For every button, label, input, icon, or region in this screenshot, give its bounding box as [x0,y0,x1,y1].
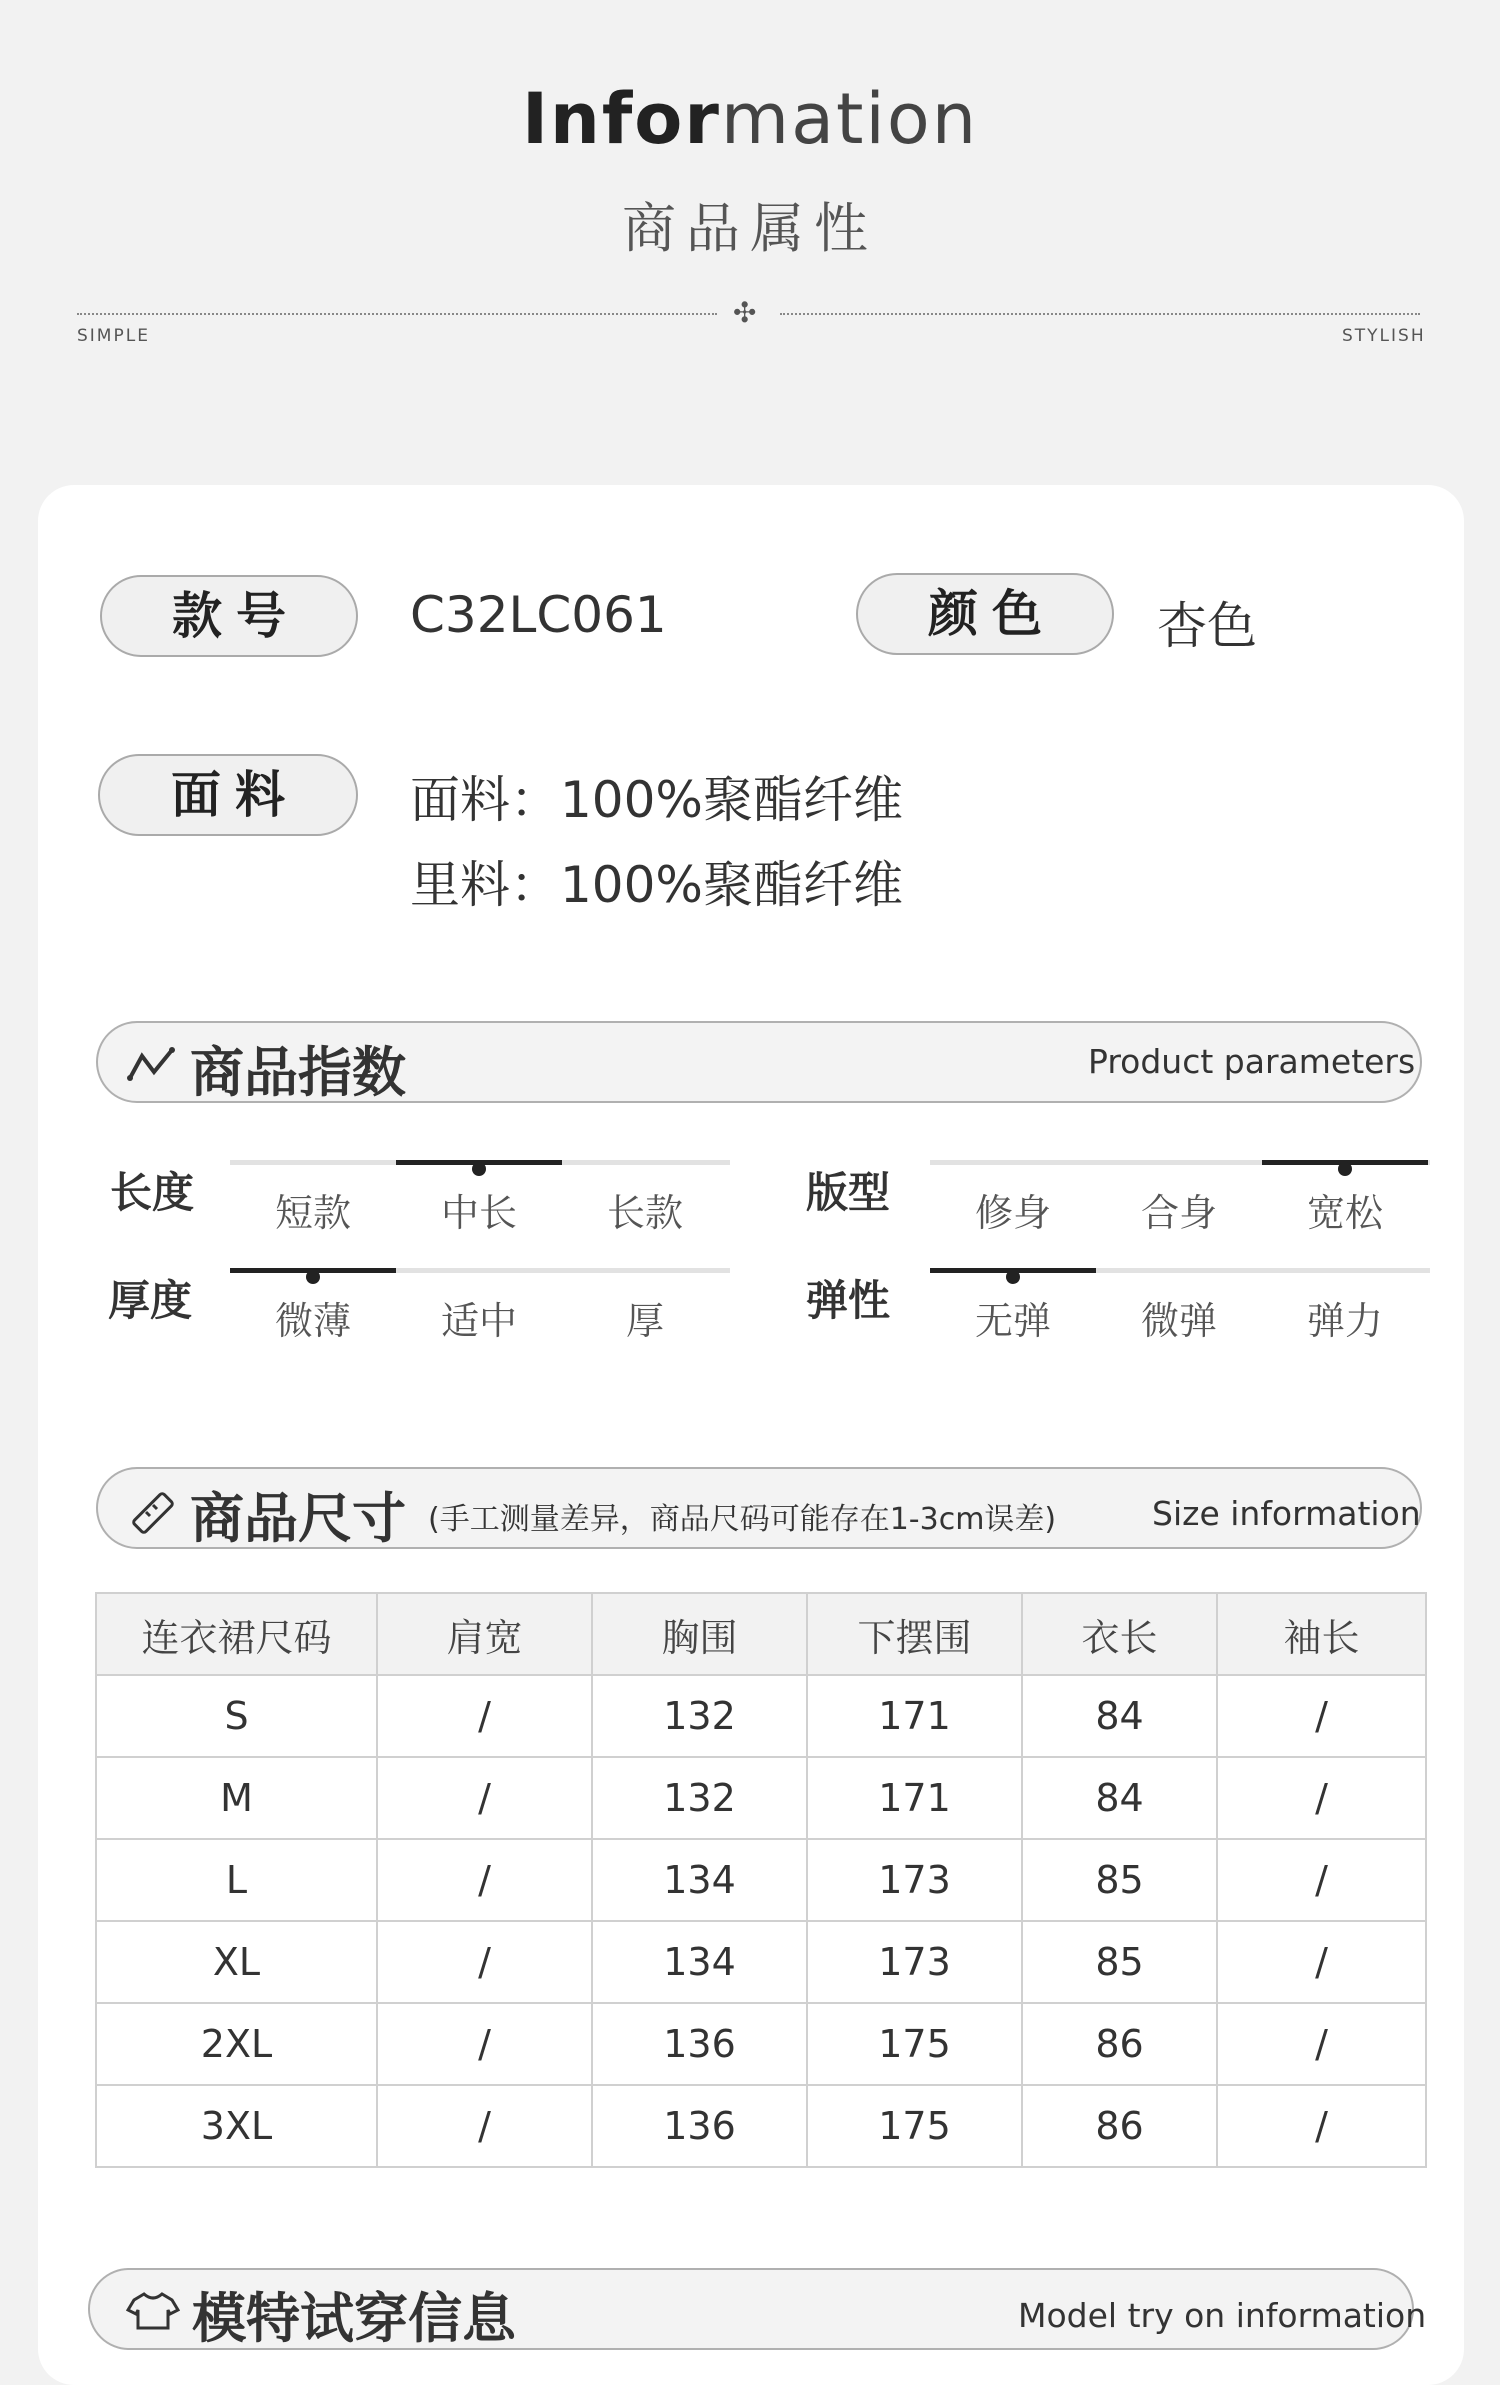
table-cell: 84 [1022,1675,1217,1757]
table-cell: / [377,2003,592,2085]
param-option: 厚 [625,1299,664,1343]
page-title-en [0,78,1500,160]
table-row [96,1839,1426,1921]
tag-simple: SIMPLE [77,326,150,346]
table-cell: / [1217,1757,1426,1839]
param-indicator-dot [1338,1162,1352,1176]
table-row [96,2085,1426,2167]
table-cell: 85 [1022,1839,1217,1921]
param-option: 适中 [440,1299,517,1343]
param-option: 宽松 [1306,1191,1383,1235]
fabric-label: 面料 [98,754,358,836]
param-label: 弹性 [806,1276,891,1325]
param-option: 弹力 [1306,1299,1383,1343]
style-no-label: 款号 [100,575,358,657]
param-option: 中长 [440,1191,517,1235]
table-cell: / [1217,2003,1426,2085]
table-cell: 175 [807,2003,1022,2085]
table-header-row [96,1593,1426,1675]
table-cell: 136 [592,2085,807,2167]
title-light: mation [720,78,979,160]
table-header-cell: 胸围 [592,1593,807,1675]
table-cell: 134 [592,1921,807,2003]
ruler-icon [128,1488,178,1538]
table-header-cell: 连衣裙尺码 [96,1593,377,1675]
param-option: 微薄 [274,1299,351,1343]
decoration-icon: ✣ [733,296,757,329]
table-cell: XL [96,1921,377,2003]
param-option: 合身 [1140,1191,1217,1235]
table-row [96,1675,1426,1757]
table-cell: 173 [807,1921,1022,2003]
table-cell: M [96,1757,377,1839]
table-header-cell: 袖长 [1217,1593,1426,1675]
params-title-en: Product parameters [1088,1042,1416,1081]
table-cell: 84 [1022,1757,1217,1839]
table-cell: S [96,1675,377,1757]
table-header-cell: 下摆围 [807,1593,1022,1675]
table-cell: 136 [592,2003,807,2085]
table-row [96,2003,1426,2085]
param-option: 无弹 [974,1299,1051,1343]
trend-line-icon [127,1046,177,1082]
table-cell: L [96,1839,377,1921]
page-title-cn: 商品属性 [622,197,878,260]
table-cell: / [1217,1839,1426,1921]
fabric-lining: 里料：100%聚酯纤维 [410,856,903,914]
param-indicator-dot [472,1162,486,1176]
model-title-en: Model try on information [1018,2296,1427,2335]
divider-right [780,313,1420,315]
table-cell: 3XL [96,2085,377,2167]
table-cell: / [377,1675,592,1757]
table-row [96,1757,1426,1839]
size-title: 商品尺寸 [190,1487,406,1550]
table-row [96,1921,1426,2003]
color-value: 杏色 [1157,597,1257,655]
param-indicator-dot [306,1270,320,1284]
table-cell: 175 [807,2085,1022,2167]
model-title: 模特试穿信息 [192,2287,516,2350]
table-cell: 86 [1022,2085,1217,2167]
shirt-icon [126,2290,180,2330]
size-note: (手工测量差异，商品尺码可能存在1-3cm误差) [428,1502,1057,1537]
table-cell: 132 [592,1757,807,1839]
table-cell: 132 [592,1675,807,1757]
table-cell: / [1217,1921,1426,2003]
table-cell: 2XL [96,2003,377,2085]
table-header-cell: 衣长 [1022,1593,1217,1675]
table-cell: 173 [807,1839,1022,1921]
fabric-outer: 面料：100%聚酯纤维 [410,771,903,829]
table-cell: 171 [807,1757,1022,1839]
table-cell: 85 [1022,1921,1217,2003]
param-label: 厚度 [108,1276,193,1325]
size-title-en: Size information [1152,1494,1421,1533]
param-label: 版型 [806,1168,891,1217]
color-label: 颜色 [856,573,1114,655]
param-option: 修身 [974,1191,1051,1235]
table-cell: / [1217,2085,1426,2167]
table-cell: / [377,1757,592,1839]
param-option: 长款 [606,1191,683,1235]
table-cell: 86 [1022,2003,1217,2085]
table-cell: / [377,1921,592,2003]
param-option: 微弹 [1140,1299,1217,1343]
title-bold: Infor [521,78,721,160]
param-label: 长度 [110,1168,195,1217]
param-option: 短款 [274,1191,351,1235]
size-table [95,1592,1427,2168]
table-cell: 134 [592,1839,807,1921]
params-title: 商品指数 [190,1041,406,1104]
divider-left [77,313,717,315]
table-cell: / [377,2085,592,2167]
table-header-cell: 肩宽 [377,1593,592,1675]
table-cell: 171 [807,1675,1022,1757]
table-cell: / [1217,1675,1426,1757]
param-indicator-dot [1006,1270,1020,1284]
table-cell: / [377,1839,592,1921]
tag-stylish: STYLISH [1342,326,1426,346]
style-no-value: C32LC061 [410,586,667,644]
